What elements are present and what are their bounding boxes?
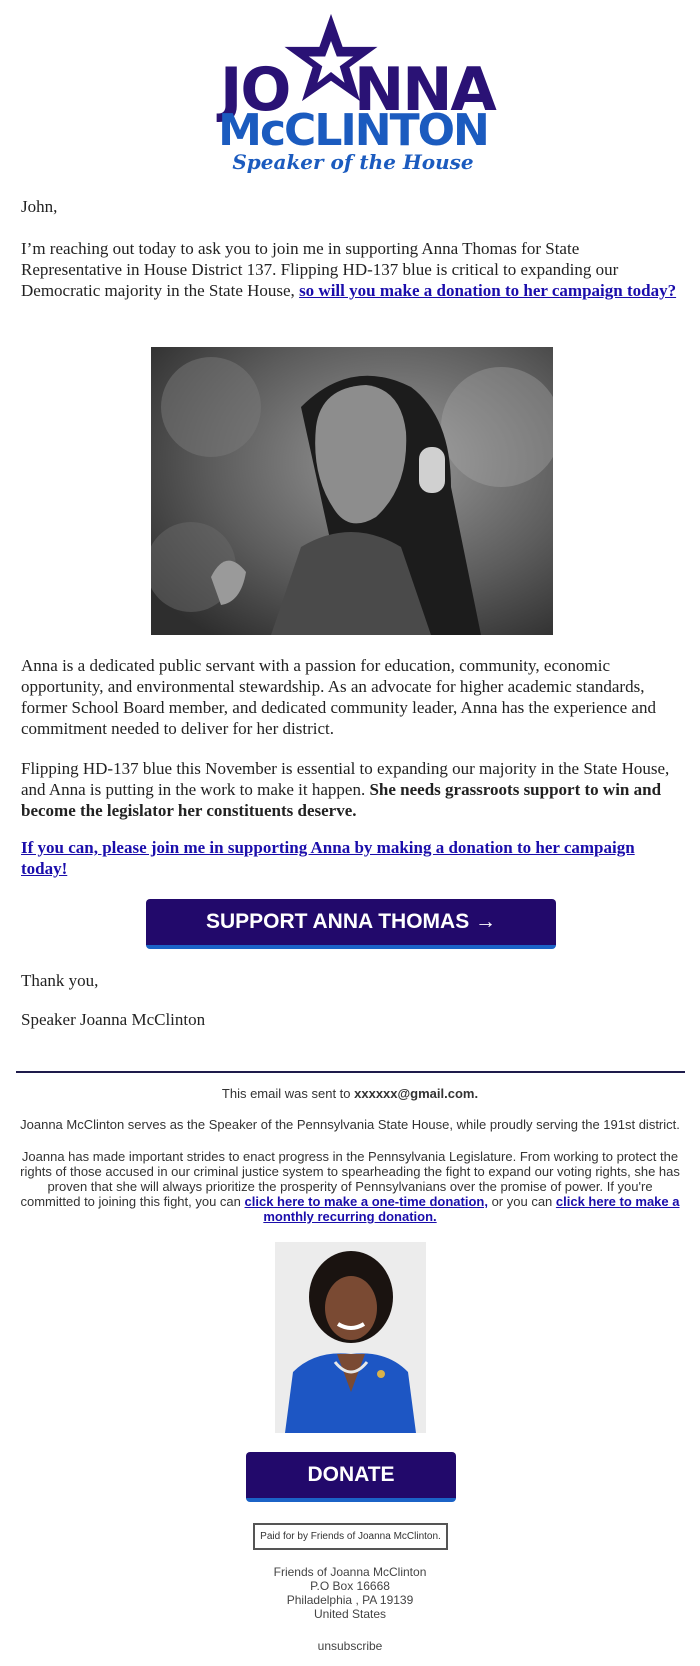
- mailing-address: [200, 1565, 500, 1621]
- greeting: John,: [21, 197, 58, 216]
- one-time-donation-link[interactable]: click here to make a one-time donation,: [244, 1194, 488, 1209]
- footer-bio-1: Joanna McClinton serves as the Speaker of the Pennsylvania State House, while proudly serving the 191st district.: [20, 1117, 680, 1132]
- support-anna-button[interactable]: SUPPORT ANNA THOMAS →: [146, 899, 556, 949]
- donate-link-intro[interactable]: so will you make a donation to her campaign today?: [299, 281, 677, 300]
- monthly-donation-link[interactable]: click here to make a monthly recurring donation.: [263, 1194, 680, 1224]
- signoff: Thank you,: [21, 971, 99, 990]
- donate-paragraph: [21, 837, 679, 879]
- logo-tagline: Speaker of the House: [232, 150, 474, 174]
- logo-name-part2: NNA: [354, 55, 495, 125]
- footer-divider: [16, 1071, 685, 1073]
- sent-to-line: [18, 1086, 682, 1101]
- address-line: Philadelphia , PA 19139: [286, 1593, 414, 1607]
- footer-bio-2: [18, 1149, 682, 1224]
- paid-for-disclaimer: Paid for by Friends of Joanna McClinton.: [253, 1523, 448, 1550]
- anna-thomas-photo: [151, 347, 553, 635]
- sent-to-text: This email was sent to: [221, 1086, 355, 1101]
- address-line: United States: [313, 1607, 387, 1621]
- recipient-email: xxxxxx@gmail.com.: [354, 1086, 479, 1101]
- support-text: Flipping HD-137 blue this November is essential to expanding our majority in the State House, and Anna is putting in the work to make it happen.: [21, 759, 670, 799]
- joanna-mcclinton-photo: [275, 1242, 426, 1433]
- footer-bio-2-text: Joanna has made important strides to enact progress in the Pennsylvania Legislature. From working to protect the rights of those accused in our criminal justice system to spearheading the fight to expand our voting rights, she has proven that she will always prioritize the prosperity of Pennsylvanians over the promise of power. If you're committed to joining this fight, you can: [20, 1149, 680, 1209]
- unsubscribe-link[interactable]: unsubscribe: [317, 1639, 383, 1653]
- intro-paragraph: [21, 238, 679, 301]
- bio-paragraph: Anna is a dedicated public servant with a passion for education, community, economic opportunity, and environmental stewardship. As an advocate for higher academic standards, former School Board member, and dedicated community leader, Anna has the experience and commitment needed to deliver for her district.: [21, 656, 656, 738]
- footer-bio-2-mid: or you can: [487, 1194, 556, 1209]
- support-bold-text: She needs grassroots support to win and become the legislator her constituents deserve.: [21, 780, 662, 820]
- address-line: Friends of Joanna McClinton: [273, 1565, 427, 1579]
- campaign-logo: [0, 10, 700, 174]
- support-paragraph: [21, 758, 679, 821]
- donate-link-main[interactable]: If you can, please join me in supporting Anna by making a donation to her campaign today!: [21, 838, 635, 878]
- donate-button[interactable]: DONATE: [246, 1452, 456, 1502]
- signature: Speaker Joanna McClinton: [21, 1010, 206, 1029]
- address-line: P.O Box 16668: [310, 1579, 390, 1593]
- intro-text: I’m reaching out today to ask you to join me in supporting Anna Thomas for State Representative in House District 137. Flipping HD-137 blue is critical to expanding our Democratic majority in the State House,: [21, 239, 619, 300]
- logo-name-part1: JO: [220, 55, 290, 125]
- logo-surname: McCLINTON: [218, 105, 488, 156]
